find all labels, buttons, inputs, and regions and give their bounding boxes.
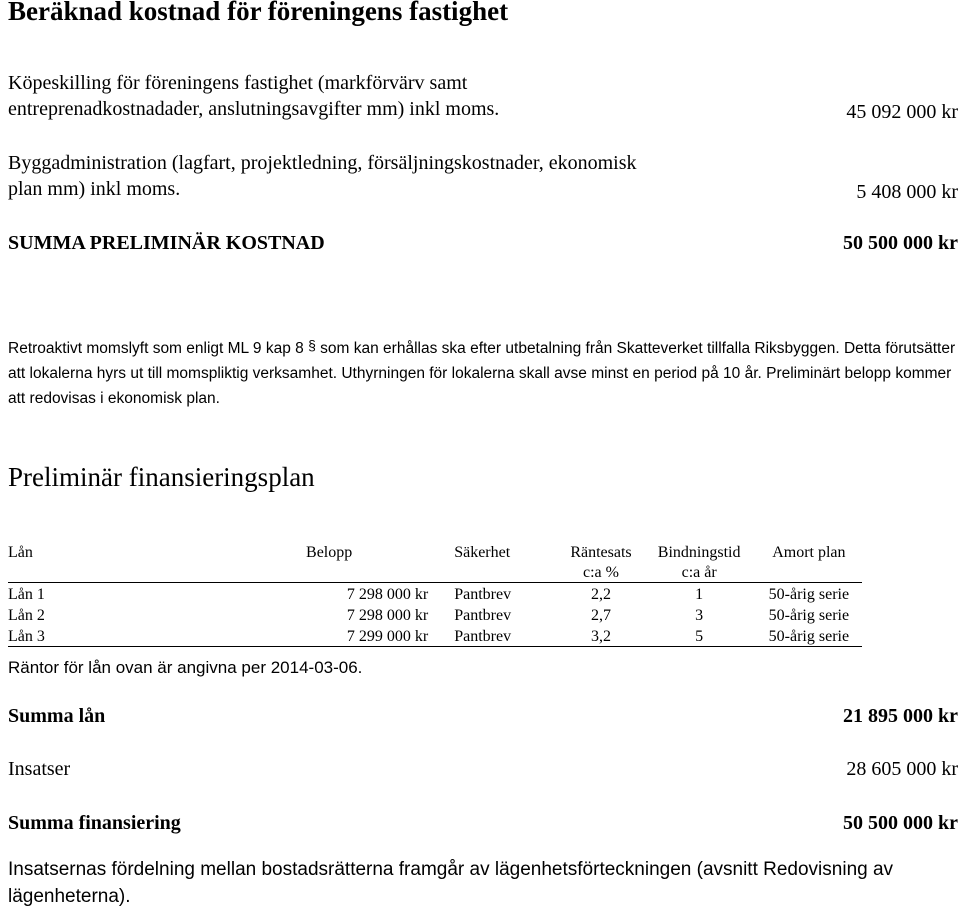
rate-date-note: Räntor för lån ovan är angivna per 2014-03-06. [8,658,363,677]
financing-section-title: Preliminär finansieringsplan [8,462,315,492]
loan-rate: 2,2 [559,583,642,605]
loan-amount: 7 299 000 kr [170,625,430,647]
loan-row [8,604,862,625]
loan-security: Pantbrev [454,607,512,624]
summary-loans-amount: 21 895 000 kr [843,705,958,727]
vat-note [8,336,958,411]
cost-total-amount: 50 500 000 kr [843,232,958,254]
header-belopp: Belopp [306,544,353,561]
header-rantesats-unit: c:a % [582,564,619,581]
cost-item-admin-line2: plan mm) inkl moms. [8,178,181,200]
loan-term: 5 [643,625,756,647]
cost-item-purchase-line1: Köpeskilling för föreningens fastighet (markförvärv samt [8,72,468,94]
loan-name: Lån 2 [8,607,45,624]
loan-table [8,540,862,647]
header-sakerhet: Säkerhet [454,544,511,561]
summary-deposits-label: Insatser [8,758,71,780]
header-rantesats: Räntesats [570,544,632,561]
header-amort: Amort plan [772,544,846,561]
loan-rate: 3,2 [559,625,642,647]
cost-item-purchase-amount: 45 092 000 kr [846,101,958,123]
cost-item-admin-amount: 5 408 000 kr [856,181,958,203]
header-lan: Lån [8,544,33,561]
loan-amount: 7 298 000 kr [170,583,430,605]
loan-row [8,625,862,647]
loan-term: 1 [643,583,756,605]
loan-table-header-units [8,562,862,583]
cost-total-label: SUMMA PRELIMINÄR KOSTNAD [8,232,325,254]
vat-note-part2: som kan erhållas ska efter utbetalning från Skatteverket tillfalla Riksbyggen. Detta förutsätter att lokalerna hyrs ut till momspliktig verksamhet. Uthyrningen för lokalerna skall avse minst en period på 10 år. Preliminärt belopp kommer att redovisas i ekonomisk plan. [8,340,956,407]
cost-item-admin [8,150,637,202]
cost-section-title: Beräknad kostnad för föreningens fastighet [8,0,509,26]
cost-item-purchase-line2: entreprenadkostnadader, anslutningsavgifter mm) inkl moms. [8,98,500,120]
vat-note-part1: Retroaktivt momslyft som enligt ML 9 kap 8 [8,340,304,357]
loan-name: Lån 3 [8,625,170,647]
cost-item-purchase [8,70,499,122]
summary-financing-label: Summa finansiering [8,812,181,834]
loan-table-header [8,540,862,562]
loan-row [8,583,862,605]
loan-amount: 7 298 000 kr [346,607,429,624]
header-bindningstid-unit: c:a år [681,564,717,581]
loan-term: 3 [695,607,704,624]
header-bindningstid: Bindningstid [657,544,741,561]
section-sign: § [308,337,316,353]
summary-loans-label: Summa lån [8,705,106,727]
cost-item-admin-line1: Byggadministration (lagfart, projektledning, försäljningskostnader, ekonomisk [8,152,637,174]
loan-amort: 50-årig serie [756,583,862,605]
loan-amort: 50-årig serie [756,625,862,647]
loan-name: Lån 1 [8,583,170,605]
loan-security: Pantbrev [430,583,559,605]
summary-financing-amount: 50 500 000 kr [843,812,958,834]
loan-security: Pantbrev [430,625,559,647]
distribution-note: Insatsernas fördelning mellan bostadsrätterna framgår av lägenhetsförteckningen (avsnitt Redovisning av lägenheterna). [8,859,894,907]
loan-amort: 50-årig serie [768,607,850,624]
loan-rate: 2,7 [590,607,611,624]
summary-deposits-amount: 28 605 000 kr [846,758,958,780]
